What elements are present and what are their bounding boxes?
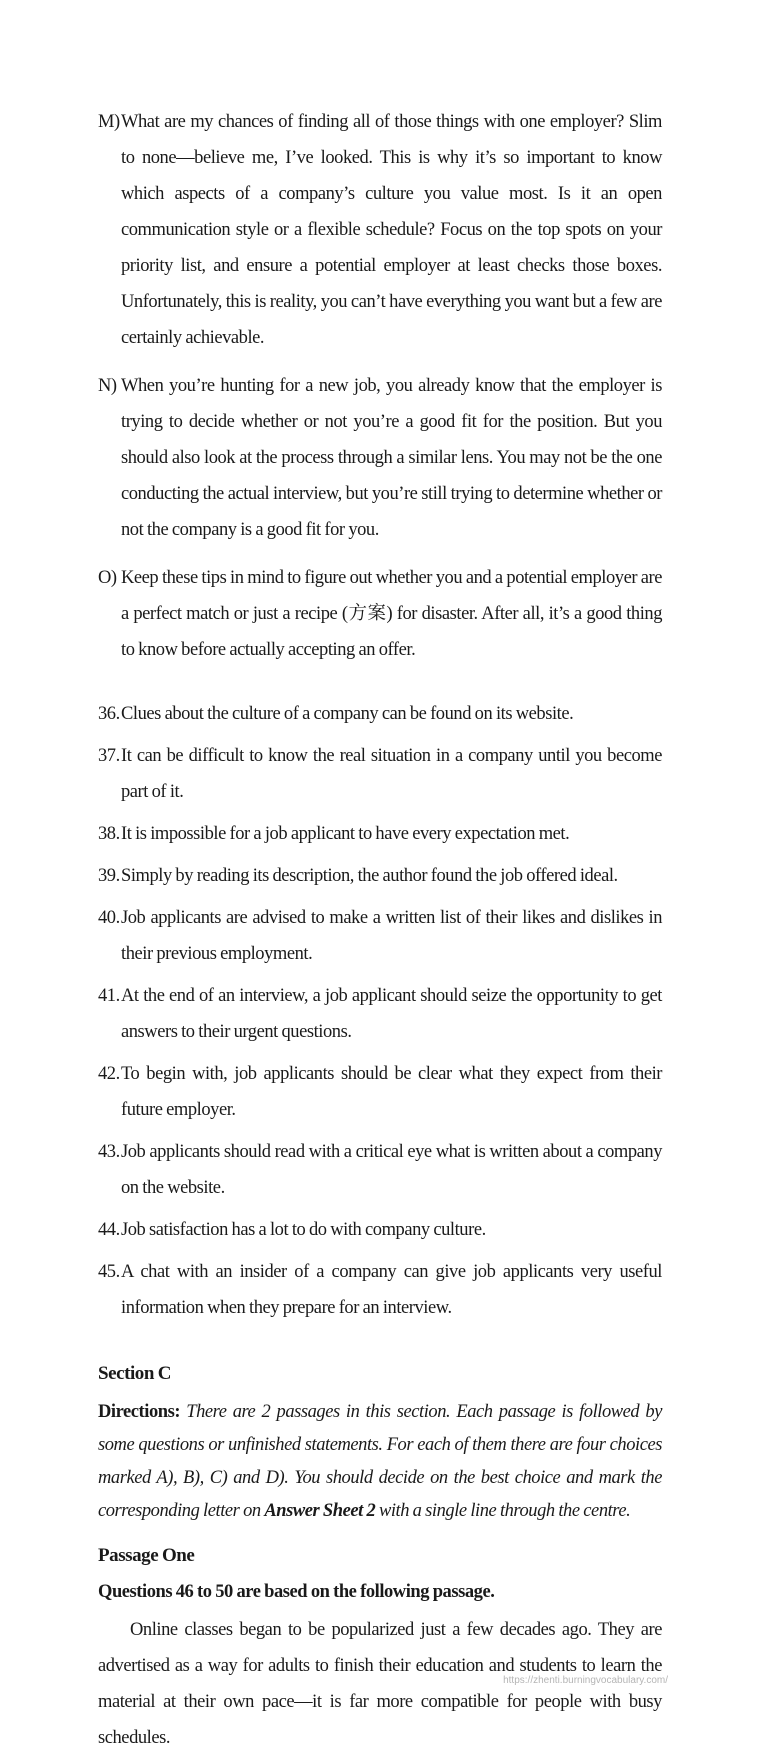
statement-text: To begin with, job applicants should be clear what they expect from their future employer. (121, 1064, 662, 1120)
statement-text: Clues about the culture of a company can be found on its website. (121, 704, 574, 724)
statement-45 (98, 1254, 662, 1326)
statement-number: 44. (98, 1220, 120, 1240)
statement-text: Job applicants should read with a critical eye what is written about a company on the website. (121, 1142, 662, 1198)
directions-text: There are 2 passages in this section. Each passage is followed by some questions or unfinished statements. For each of them there are four choices marked A), B), C) and D). You should decide on the best choice and mark the corresponding letter on (98, 1402, 662, 1521)
directions-answer-sheet: Answer Sheet 2 (264, 1501, 376, 1521)
statement-39 (98, 858, 662, 894)
paragraph-text: Keep these tips in mind to figure out whether you and a potential employer are a perfect match or just a recipe (方案) for disaster. After all, it’s a good thing to know before actually accepting an offer. (121, 568, 662, 660)
paragraph-label: O) (98, 568, 117, 588)
statement-37 (98, 738, 662, 810)
statement-number: 45. (98, 1262, 120, 1282)
statement-42 (98, 1056, 662, 1128)
statement-number: 36. (98, 704, 120, 724)
paragraph-text: When you’re hunting for a new job, you already know that the employer is trying to decide whether or not you’re a good fit for the position. But you should also look at the process through a similar lens. You may not be the one conducting the actual interview, but you’re still trying to determine whether or not the company is a good fit for you. (121, 376, 662, 540)
statement-41 (98, 978, 662, 1050)
section-directions (98, 1396, 662, 1528)
statement-text: At the end of an interview, a job applicant should seize the opportunity to get answers to their urgent questions. (121, 986, 662, 1042)
statement-number: 40. (98, 908, 120, 928)
paragraph-o (98, 560, 662, 668)
directions-tail: with a single line through the centre. (375, 1501, 631, 1521)
statement-40 (98, 900, 662, 972)
section-title: Section C (98, 1363, 172, 1384)
statement-text: A chat with an insider of a company can give job applicants very useful information when they prepare for an interview. (121, 1262, 662, 1318)
statement-text: Job satisfaction has a lot to do with company culture. (121, 1220, 486, 1240)
statement-number: 37. (98, 746, 120, 766)
paragraph-text: What are my chances of finding all of those things with one employer? Slim to none—believe me, I’ve looked. This is why it’s so important to know which aspects of a company’s culture you value most. Is it an open communication style or a flexible schedule? Focus on the top spots on your priority list, and ensure a potential employer at least checks those boxes. Unfortunately, this is reality, you can’t have everything you want but a few are certainly achievable. (121, 112, 662, 348)
paragraph-n (98, 368, 662, 548)
statement-number: 41. (98, 986, 120, 1006)
passage-subtitle: Questions 46 to 50 are based on the following passage. (98, 1582, 495, 1602)
statement-text: Job applicants are advised to make a written list of their likes and dislikes in their previous employment. (121, 908, 662, 964)
statement-43 (98, 1134, 662, 1206)
statement-44 (98, 1212, 662, 1248)
statement-number: 43. (98, 1142, 120, 1162)
statement-text: It is impossible for a job applicant to have every expectation met. (121, 824, 570, 844)
statement-text: Simply by reading its description, the author found the job offered ideal. (121, 866, 618, 886)
statement-number: 38. (98, 824, 120, 844)
directions-label: Directions: (98, 1402, 181, 1422)
passage-body: Online classes began to be popularized just a few decades ago. They are advertised as a way for adults to finish their education and students to learn the material at their own pace—it is far more compatible for people with busy schedules. (98, 1620, 662, 1748)
statement-number: 42. (98, 1064, 120, 1084)
paragraph-m (98, 104, 662, 356)
passage-title: Passage One (98, 1545, 195, 1566)
statement-list (98, 696, 662, 1326)
paragraph-label: M) (98, 112, 120, 132)
statement-number: 39. (98, 866, 120, 886)
statement-text: It can be difficult to know the real situation in a company until you become part of it. (121, 746, 662, 802)
document-page (98, 104, 662, 1756)
statement-36 (98, 696, 662, 732)
statement-38 (98, 816, 662, 852)
paragraph-label: N) (98, 376, 117, 396)
footer-url: https://zhenti.burningvocabulary.com/ (503, 1675, 668, 1686)
